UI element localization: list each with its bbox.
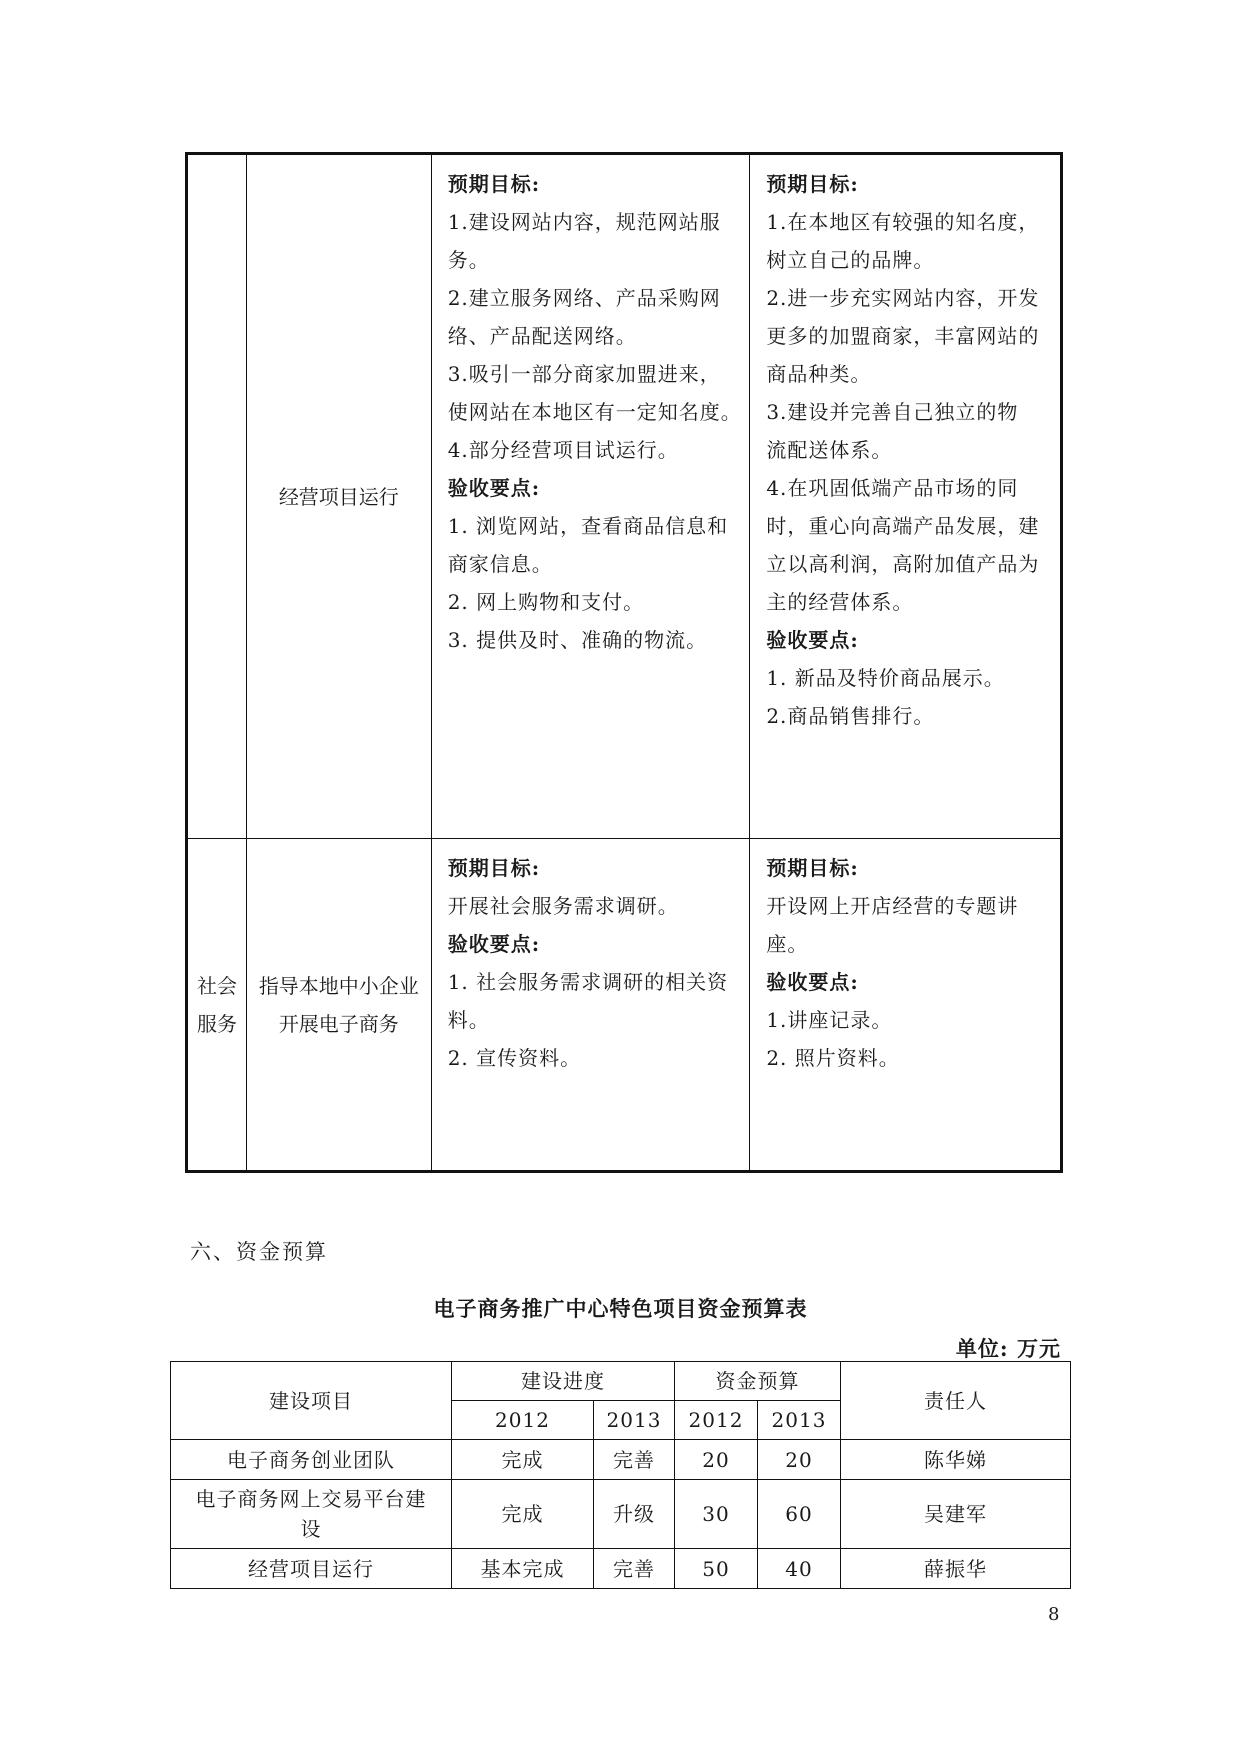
- header-progress: 建设进度: [452, 1362, 675, 1401]
- table-header-row: [171, 1362, 1071, 1401]
- category-line: 社会: [196, 973, 237, 998]
- project-plan-table: [185, 152, 1063, 1173]
- text-line: 开展社会服务需求调研。: [447, 894, 679, 918]
- text-line: 流配送体系。: [766, 438, 893, 462]
- header-year: 2012: [675, 1401, 758, 1440]
- table-row: [187, 839, 1062, 1172]
- cell-owner: 吴建军: [841, 1480, 1071, 1549]
- table-row: [171, 1549, 1071, 1589]
- text-line: 1.在本地区有较强的知名度，: [766, 210, 1040, 234]
- cell-funds-2012: 20: [675, 1440, 758, 1480]
- text-line: 1. 浏览网站，查看商品信息和: [447, 514, 729, 538]
- text-line: 开设网上开店经营的专题讲: [766, 894, 1019, 918]
- goal-heading: 预期目标:: [447, 172, 541, 196]
- cell-funds-2013: 40: [758, 1549, 841, 1589]
- phase2-cell: [750, 154, 1062, 839]
- text-line: 时，重心向高端产品发展，建: [766, 514, 1040, 538]
- text-line: 2. 宣传资料。: [447, 1046, 582, 1070]
- acceptance-heading: 验收要点:: [766, 970, 859, 994]
- text-line: 络、产品配送网络。: [447, 324, 637, 348]
- text-line: 1. 新品及特价商品展示。: [766, 666, 1005, 690]
- text-line: 立以高利润，高附加值产品为: [766, 552, 1040, 576]
- category-cell: [187, 839, 247, 1172]
- text-line: 主的经营体系。: [766, 590, 914, 614]
- cell-funds-2013: 20: [758, 1440, 841, 1480]
- acceptance-heading: 验收要点:: [447, 476, 541, 500]
- phase1-cell: [431, 154, 750, 839]
- cell-funds-2013: 60: [758, 1480, 841, 1549]
- cell-project: 电子商务创业团队: [171, 1440, 452, 1480]
- budget-table: [170, 1361, 1071, 1589]
- item-cell: 经营项目运行: [246, 154, 431, 839]
- unit-label: 单位: 万元: [955, 1336, 1061, 1361]
- text-line: 务。: [447, 248, 490, 272]
- cell-progress-2012: 基本完成: [452, 1549, 594, 1589]
- text-line: 座。: [766, 932, 809, 956]
- text-line: 更多的加盟商家，丰富网站的: [766, 324, 1040, 348]
- cell-project-line: 设: [300, 1517, 322, 1541]
- page-number: 8: [1048, 1604, 1060, 1625]
- text-line: 料。: [447, 1008, 490, 1032]
- cell-progress-2013: 完善: [594, 1440, 675, 1480]
- header-project: 建设项目: [171, 1362, 452, 1440]
- text-line: 2. 网上购物和支付。: [447, 590, 645, 614]
- header-year: 2013: [758, 1401, 841, 1440]
- section-heading: 六、资金预算: [190, 1240, 328, 1264]
- header-funds: 资金预算: [675, 1362, 841, 1401]
- cell-funds-2012: 30: [675, 1480, 758, 1549]
- text-line: 4.部分经营项目试运行。: [447, 438, 679, 462]
- item-line: 开展电子商务: [278, 1011, 399, 1036]
- goal-heading: 预期目标:: [766, 172, 859, 196]
- text-line: 4.在巩固低端产品市场的同: [766, 476, 1019, 500]
- text-line: 商家信息。: [447, 552, 553, 576]
- cell-project: [171, 1480, 452, 1549]
- acceptance-heading: 验收要点:: [447, 932, 541, 956]
- text-line: 1.建设网站内容，规范网站服: [447, 210, 721, 234]
- item-line: 指导本地中小企业: [258, 973, 419, 998]
- header-owner: 责任人: [841, 1362, 1071, 1440]
- text-line: 1. 社会服务需求调研的相关资: [447, 970, 729, 994]
- text-line: 使网站在本地区有一定知名度。: [447, 400, 742, 424]
- cell-progress-2013: 完善: [594, 1549, 675, 1589]
- item-cell: [246, 839, 431, 1172]
- cell-owner: 薛振华: [841, 1549, 1071, 1589]
- phase1-cell: [431, 839, 750, 1172]
- text-line: 3.建设并完善自己独立的物: [766, 400, 1019, 424]
- text-line: 树立自己的品牌。: [766, 248, 935, 272]
- cell-owner: 陈华娣: [841, 1440, 1071, 1480]
- goal-heading: 预期目标:: [766, 856, 859, 880]
- header-year: 2013: [594, 1401, 675, 1440]
- text-line: 2. 照片资料。: [766, 1046, 900, 1070]
- header-year: 2012: [452, 1401, 594, 1440]
- text-line: 3. 提供及时、准确的物流。: [447, 628, 708, 652]
- cell-funds-2012: 50: [675, 1549, 758, 1589]
- text-line: 3.吸引一部分商家加盟进来，: [447, 362, 721, 386]
- category-cell: [187, 154, 247, 839]
- text-line: 1.讲座记录。: [766, 1008, 893, 1032]
- budget-table-title: 电子商务推广中心特色项目资金预算表: [433, 1296, 808, 1321]
- table-row: [171, 1480, 1071, 1549]
- cell-progress-2013: 升级: [594, 1480, 675, 1549]
- text-line: 2.商品销售排行。: [766, 704, 935, 728]
- cell-progress-2012: 完成: [452, 1480, 594, 1549]
- text-line: 商品种类。: [766, 362, 872, 386]
- text-line: 2.建立服务网络、产品采购网: [447, 286, 721, 310]
- phase2-cell: [750, 839, 1062, 1172]
- cell-project-line: 电子商务网上交易平台建: [195, 1487, 427, 1511]
- table-row: [171, 1440, 1071, 1480]
- cell-project: 经营项目运行: [171, 1549, 452, 1589]
- category-line: 服务: [196, 1011, 237, 1036]
- goal-heading: 预期目标:: [447, 856, 541, 880]
- table-row: [187, 154, 1062, 839]
- text-line: 2.进一步充实网站内容，开发: [766, 286, 1040, 310]
- cell-progress-2012: 完成: [452, 1440, 594, 1480]
- acceptance-heading: 验收要点:: [766, 628, 859, 652]
